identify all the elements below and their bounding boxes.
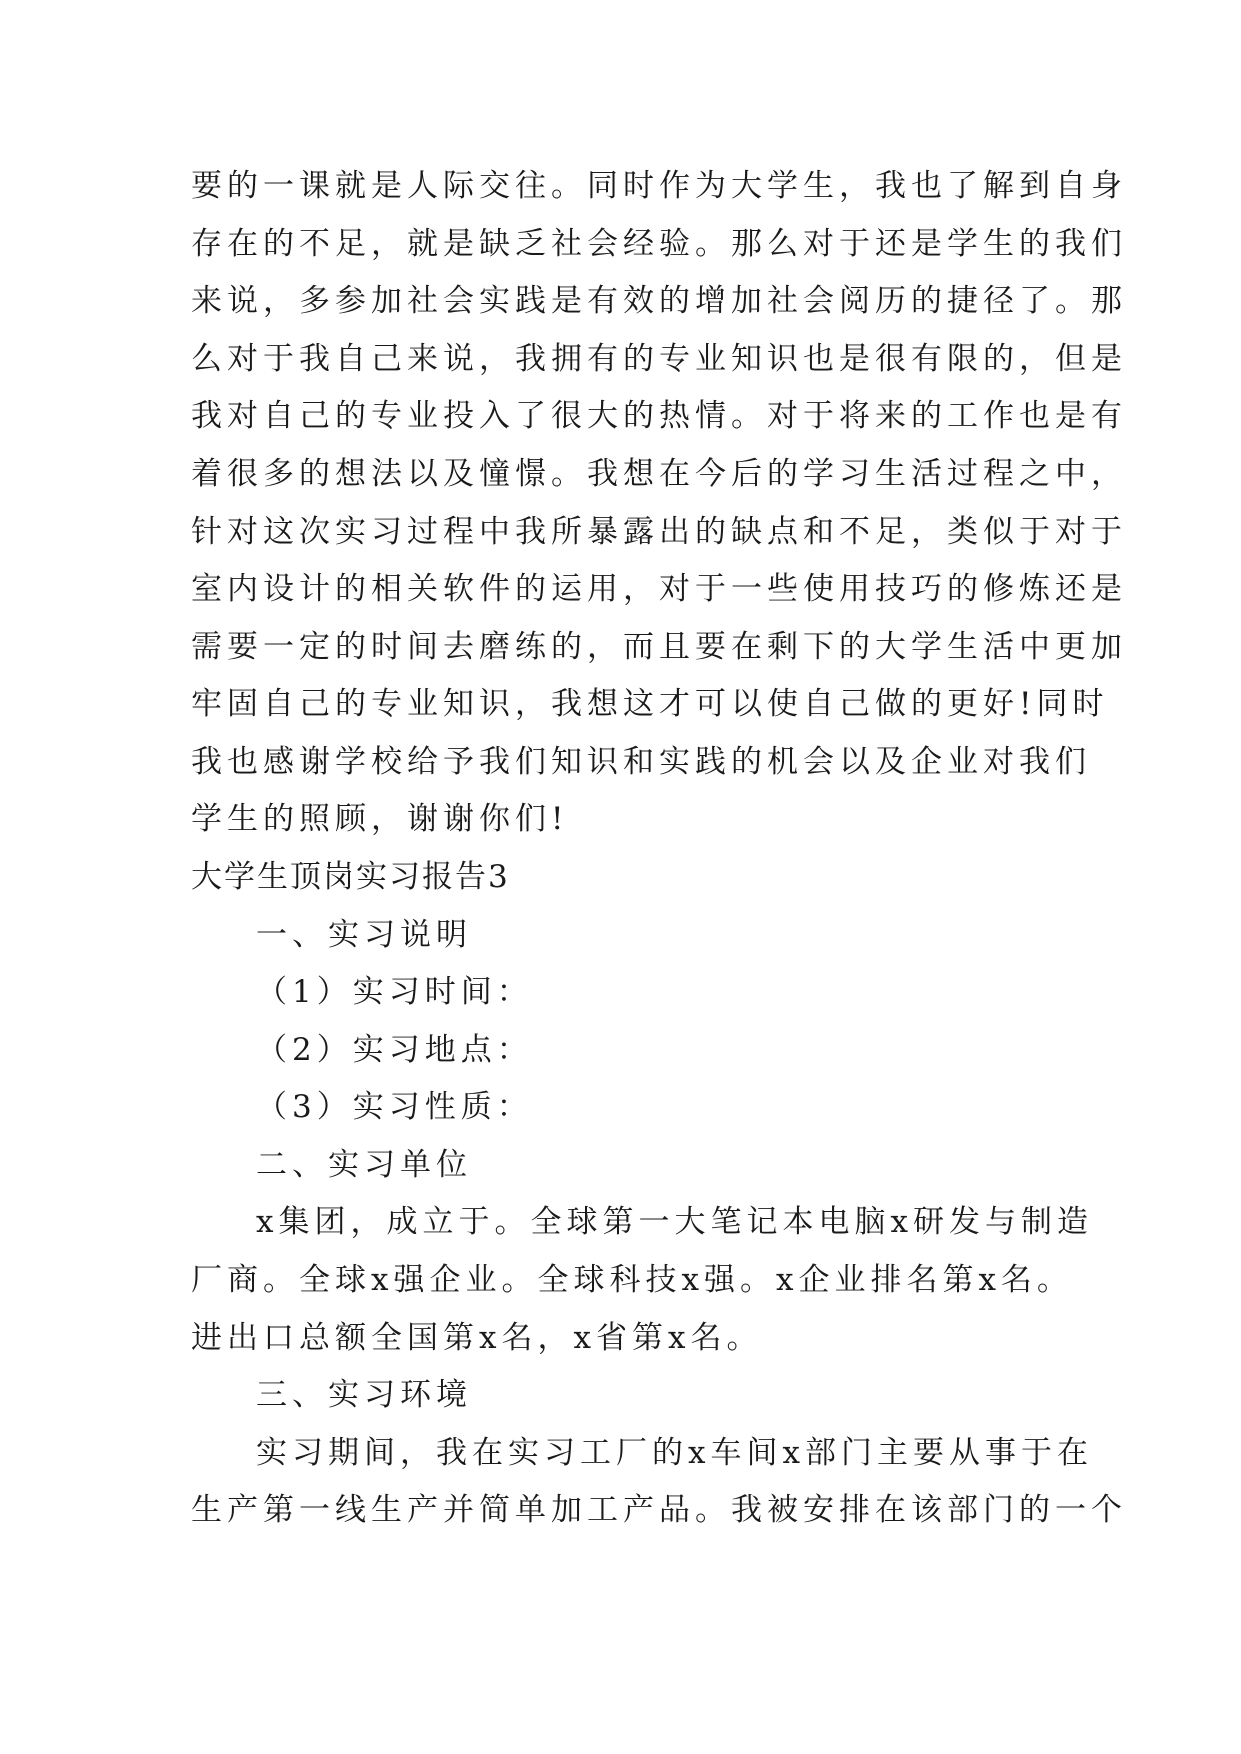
paragraph-line: 进出口总额全国第x名，x省第x名。 (191, 1320, 763, 1356)
paragraph-line: 针对这次实习过程中我所暴露出的缺点和不足，类似于对于 (191, 514, 1127, 550)
section-heading: 二、实习单位 (256, 1147, 472, 1183)
paragraph-line: 我也感谢学校给予我们知识和实践的机会以及企业对我们 (191, 744, 1091, 780)
paragraph-line: 么对于我自己来说，我拥有的专业知识也是很有限的，但是 (191, 341, 1127, 377)
report-title: 大学生顶岗实习报告3 (191, 859, 510, 895)
paragraph-line: 需要一定的时间去磨练的，而且要在剩下的大学生活中更加 (191, 629, 1127, 665)
section-heading: 一、实习说明 (256, 917, 472, 953)
list-item: （2）实习地点： (256, 1032, 533, 1068)
section-heading: 三、实习环境 (256, 1377, 472, 1413)
paragraph-line: 学生的照顾，谢谢你们! (191, 801, 569, 837)
paragraph-line: x集团，成立于。全球第一大笔记本电脑x研发与制造 (256, 1204, 1093, 1240)
paragraph-line: 我对自己的专业投入了很大的热情。对于将来的工作也是有 (191, 398, 1127, 434)
paragraph-line: 要的一课就是人际交往。同时作为大学生，我也了解到自身 (191, 168, 1127, 204)
paragraph-line: 实习期间，我在实习工厂的x车间x部门主要从事于在 (256, 1435, 1093, 1471)
list-item: （3）实习性质： (256, 1089, 533, 1125)
paragraph-line: 着很多的想法以及憧憬。我想在今后的学习生活过程之中， (191, 456, 1127, 492)
paragraph-line: 牢固自己的专业知识，我想这才可以使自己做的更好!同时 (191, 686, 1109, 722)
list-item: （1）实习时间： (256, 974, 533, 1010)
paragraph-line: 生产第一线生产并简单加工产品。我被安排在该部门的一个 (191, 1492, 1127, 1528)
paragraph-line: 室内设计的相关软件的运用，对于一些使用技巧的修炼还是 (191, 571, 1127, 607)
paragraph-line: 来说，多参加社会实践是有效的增加社会阅历的捷径了。那 (191, 283, 1127, 319)
paragraph-line: 厂商。全球x强企业。全球科技x强。x企业排名第x名。 (191, 1262, 1073, 1298)
paragraph-line: 存在的不足，就是缺乏社会经验。那么对于还是学生的我们 (191, 226, 1127, 262)
